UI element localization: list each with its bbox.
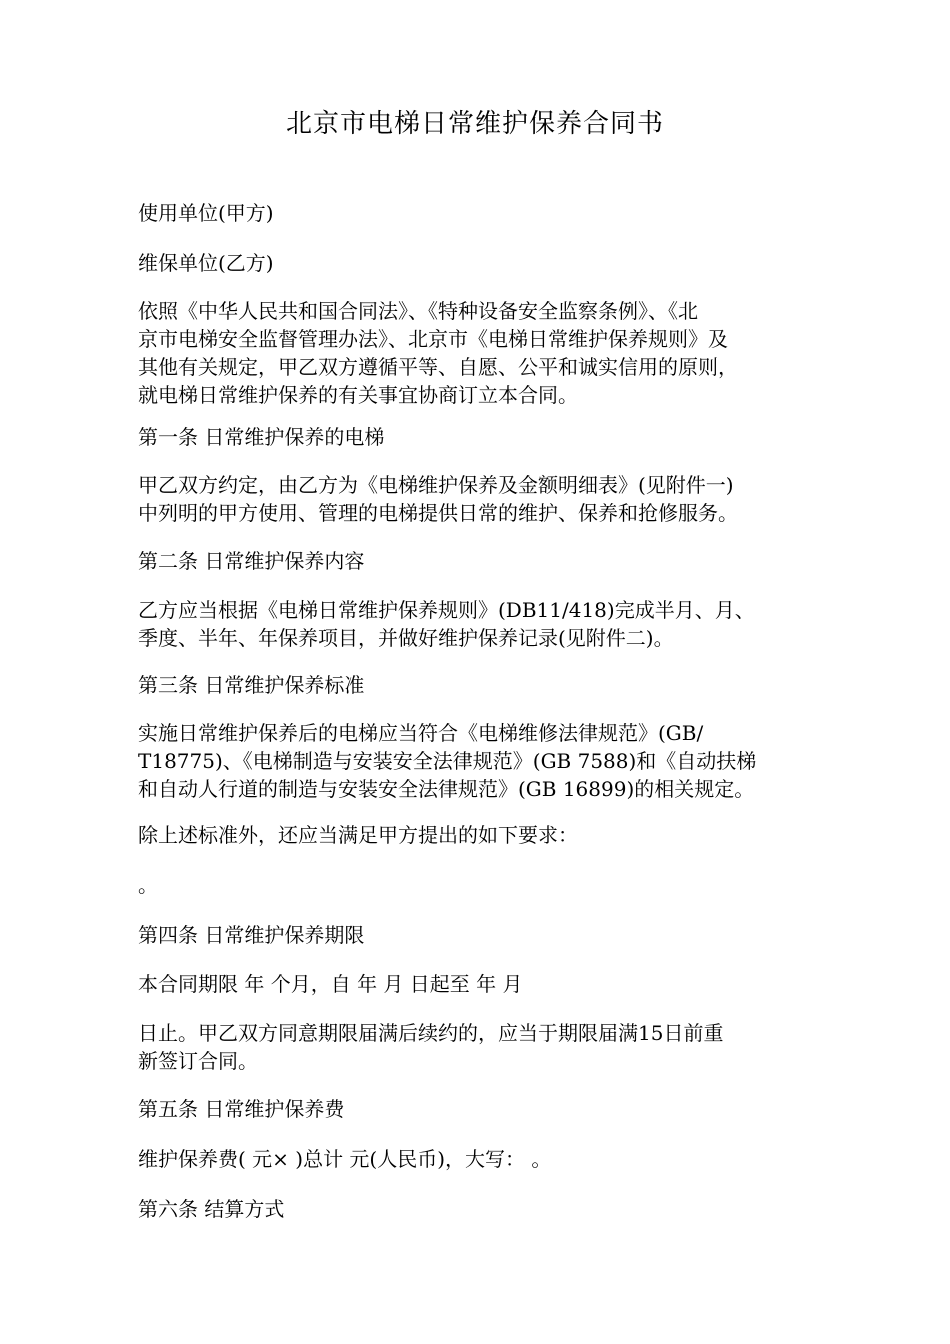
preamble-line: 京市电梯安全监督管理办法》、北京市《电梯日常维护保养规则》及 [138, 327, 728, 351]
article3-line: T18775)、《电梯制造与安装安全法律规范》(GB 7588)和《自动扶梯 [138, 749, 757, 773]
article6-heading: 第六条 结算方式 [138, 1197, 285, 1221]
preamble-line: 其他有关规定，甲乙双方遵循平等、自愿、公平和诚实信用的原则， [138, 355, 738, 379]
article3-line: 和自动人行道的制造与安装安全法律规范》(GB 16899)的相关规定。 [138, 777, 755, 801]
article2-body [138, 596, 818, 652]
article3-line: 实施日常维护保养后的电梯应当符合《电梯维修法律规范》(GB/ [138, 721, 704, 745]
article3-body [138, 719, 818, 803]
article4-line: 新签订合同。 [138, 1049, 258, 1073]
preamble-paragraph [138, 297, 818, 409]
article3-heading: 第三条 日常维护保养标准 [138, 673, 365, 697]
article1-heading: 第一条 日常维护保养的电梯 [138, 425, 385, 449]
article2-line: 乙方应当根据《电梯日常维护保养规则》(DB11/418)完成半月、月、 [138, 598, 755, 622]
article2-heading: 第二条 日常维护保养内容 [138, 549, 365, 573]
article4-term-line: 本合同期限 年 个月，自 年 月 日起至 年 月 [138, 972, 523, 996]
party-b-label: 维保单位(乙方) [138, 251, 274, 275]
article1-body [138, 471, 818, 527]
document-title: 北京市电梯日常维护保养合同书 [285, 109, 664, 139]
article3-blank-line: 。 [138, 873, 158, 897]
article4-heading: 第四条 日常维护保养期限 [138, 923, 365, 947]
preamble-line: 依照《中华人民共和国合同法》、《特种设备安全监察条例》、《北 [138, 299, 698, 323]
article5-body: 维护保养费( 元× )总计 元(人民币)，大写： 。 [138, 1147, 552, 1171]
article5-heading: 第五条 日常维护保养费 [138, 1097, 345, 1121]
article1-line: 甲乙双方约定，由乙方为《电梯维护保养及金额明细表》(见附件一) [138, 473, 734, 497]
article2-line: 季度、半年、年保养项目，并做好维护保养记录(见附件二)。 [138, 626, 674, 650]
party-a-label: 使用单位(甲方) [138, 201, 274, 225]
article1-line: 中列明的甲方使用、管理的电梯提供日常的维护、保养和抢修服务。 [138, 501, 738, 525]
article3-extra-requirements: 除上述标准外，还应当满足甲方提出的如下要求： [138, 823, 578, 847]
article4-line: 日止。甲乙双方同意期限届满后续约的，应当于期限届满15日前重 [138, 1021, 724, 1045]
article4-body [138, 1019, 818, 1075]
preamble-line: 就电梯日常维护保养的有关事宜协商订立本合同。 [138, 383, 578, 407]
